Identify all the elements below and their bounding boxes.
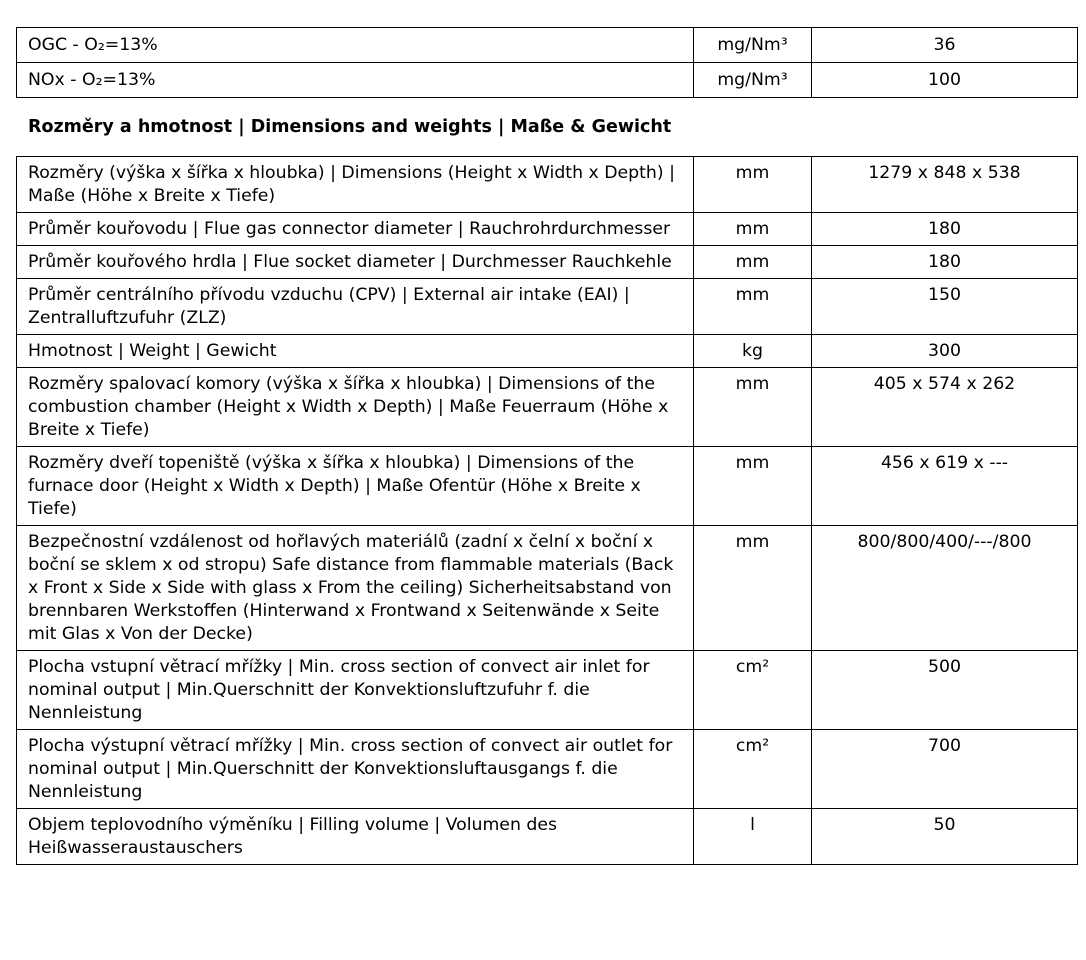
row-unit: mm [694,213,812,246]
table-row [17,526,1078,651]
row-unit: kg [694,335,812,368]
table-row [17,28,1078,63]
row-unit: mm [694,157,812,213]
row-value: 700 [812,730,1078,809]
table-row [17,730,1078,809]
table-row [17,157,1078,213]
dimensions-table [16,156,1078,865]
table-row [17,246,1078,279]
row-value: 1279 x 848 x 538 [812,157,1078,213]
row-label: Průměr kouřového hrdla | Flue socket diameter | Durchmesser Rauchkehle [17,246,694,279]
row-value: 180 [812,213,1078,246]
row-value: 50 [812,809,1078,865]
row-unit: mg/Nm³ [694,28,812,63]
row-value: 800/800/400/---/800 [812,526,1078,651]
row-label: Průměr centrálního přívodu vzduchu (CPV) | External air intake (EAI) | Zentralluftzufuhr (ZLZ) [17,279,694,335]
row-unit: mm [694,447,812,526]
table-row [17,809,1078,865]
row-label: Hmotnost | Weight | Gewicht [17,335,694,368]
emissions-table [16,27,1078,98]
row-value: 456 x 619 x --- [812,447,1078,526]
table-row [17,213,1078,246]
row-unit: cm² [694,651,812,730]
row-value: 36 [812,28,1078,63]
row-label: Rozměry (výška x šířka x hloubka) | Dimensions (Height x Width x Depth) | Maße (Höhe x Breite x Tiefe) [17,157,694,213]
table-row [17,279,1078,335]
row-value: 150 [812,279,1078,335]
row-label: NOx - O₂=13% [17,63,694,98]
row-unit: mm [694,526,812,651]
row-unit: mm [694,279,812,335]
row-label: Rozměry spalovací komory (výška x šířka x hloubka) | Dimensions of the combustion chamber (Height x Width x Depth) | Maße Feuerraum (Höhe x Breite x Tiefe) [17,368,694,447]
row-value: 405 x 574 x 262 [812,368,1078,447]
row-unit: mg/Nm³ [694,63,812,98]
table-row [17,651,1078,730]
row-value: 300 [812,335,1078,368]
row-value: 180 [812,246,1078,279]
section-heading: Rozměry a hmotnost | Dimensions and weights | Maße & Gewicht [28,117,672,137]
row-label: Objem teplovodního výměníku | Filling volume | Volumen des Heißwasseraustauschers [17,809,694,865]
row-label: Bezpečnostní vzdálenost od hořlavých materiálů (zadní x čelní x boční x boční se sklem x od stropu) Safe distance from flammable materials (Back x Front x Side x Side with glass x From the ceiling) Sicherheitsabstand von brennbaren Werkstoffen (Hinterwand x Frontwand x Seitenwände x Seite mit Glas x Von der Decke) [17,526,694,651]
row-unit: cm² [694,730,812,809]
table-row [17,335,1078,368]
row-label: Rozměry dveří topeniště (výška x šířka x hloubka) | Dimensions of the furnace door (Height x Width x Depth) | Maße Ofentür (Höhe x Breite x Tiefe) [17,447,694,526]
row-label: Průměr kouřovodu | Flue gas connector diameter | Rauchrohrdurchmesser [17,213,694,246]
row-label: OGC - O₂=13% [17,28,694,63]
row-value: 500 [812,651,1078,730]
table-row [17,368,1078,447]
row-unit: l [694,809,812,865]
row-value: 100 [812,63,1078,98]
row-label: Plocha vstupní větrací mřížky | Min. cross section of convect air inlet for nominal output | Min.Querschnitt der Konvektionsluftzufuhr f. die Nennleistung [17,651,694,730]
row-unit: mm [694,246,812,279]
table-row [17,447,1078,526]
table-row [17,63,1078,98]
row-unit: mm [694,368,812,447]
row-label: Plocha výstupní větrací mřížky | Min. cross section of convect air outlet for nominal output | Min.Querschnitt der Konvektionsluftausgangs f. die Nennleistung [17,730,694,809]
